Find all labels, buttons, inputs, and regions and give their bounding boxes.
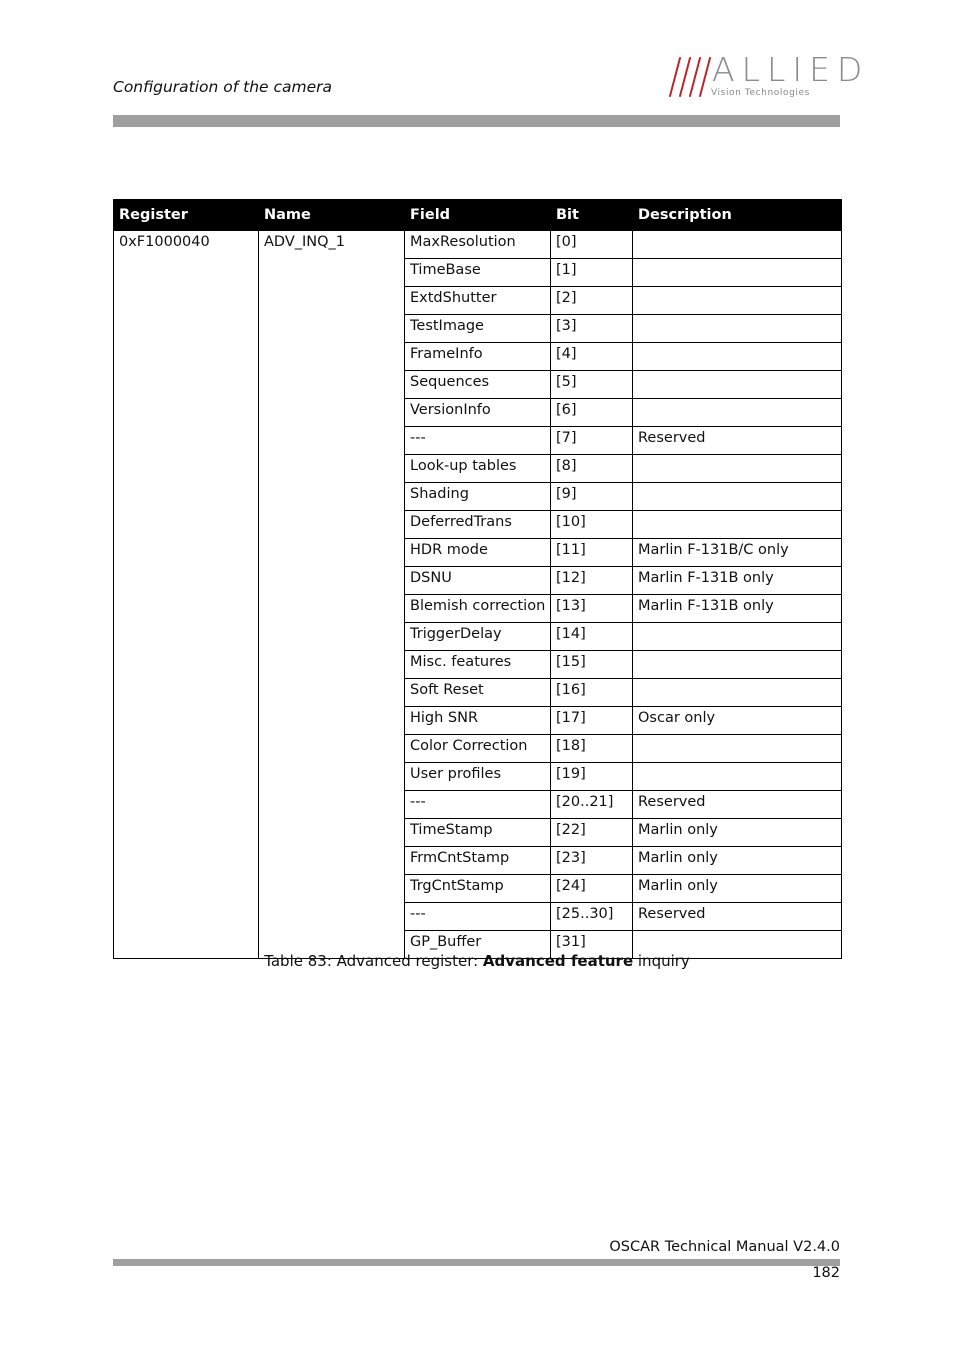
field-cell: Look-up tables — [405, 455, 551, 483]
field-cell: TestImage — [405, 315, 551, 343]
bit-cell: [25..30] — [551, 903, 633, 931]
field-cell: --- — [405, 791, 551, 819]
column-header-field: Field — [405, 200, 551, 231]
field-cell: TrgCntStamp — [405, 875, 551, 903]
field-cell: Misc. features — [405, 651, 551, 679]
field-cell: --- — [405, 903, 551, 931]
table-row — [114, 231, 842, 259]
bit-cell: [24] — [551, 875, 633, 903]
description-cell: Reserved — [633, 903, 842, 931]
bit-cell: [9] — [551, 483, 633, 511]
description-cell: Marlin only — [633, 875, 842, 903]
description-cell — [633, 455, 842, 483]
bit-cell: [7] — [551, 427, 633, 455]
allied-logo — [668, 50, 870, 100]
bit-cell: [8] — [551, 455, 633, 483]
field-cell: --- — [405, 427, 551, 455]
description-cell — [633, 623, 842, 651]
header-rule — [113, 115, 840, 127]
bit-cell: [20..21] — [551, 791, 633, 819]
description-cell — [633, 371, 842, 399]
name-cell: ADV_INQ_1 — [259, 231, 405, 959]
field-cell: Blemish correction — [405, 595, 551, 623]
bit-cell: [16] — [551, 679, 633, 707]
description-cell — [633, 511, 842, 539]
column-header-name: Name — [259, 200, 405, 231]
field-cell: Sequences — [405, 371, 551, 399]
description-cell — [633, 651, 842, 679]
bit-cell: [23] — [551, 847, 633, 875]
field-cell: Shading — [405, 483, 551, 511]
column-header-register: Register — [114, 200, 259, 231]
section-title: Configuration of the camera — [113, 78, 333, 96]
bit-cell: [31] — [551, 931, 633, 959]
field-cell: GP_Buffer — [405, 931, 551, 959]
field-cell: TriggerDelay — [405, 623, 551, 651]
bit-cell: [2] — [551, 287, 633, 315]
description-cell: Marlin F-131B/C only — [633, 539, 842, 567]
bit-cell: [4] — [551, 343, 633, 371]
field-cell: FrameInfo — [405, 343, 551, 371]
field-cell: High SNR — [405, 707, 551, 735]
footer-manual-title: OSCAR Technical Manual V2.4.0 — [609, 1239, 840, 1255]
caption-suffix: inquiry — [633, 952, 690, 970]
bit-cell: [17] — [551, 707, 633, 735]
description-cell: Reserved — [633, 791, 842, 819]
column-header-bit: Bit — [551, 200, 633, 231]
description-cell — [633, 483, 842, 511]
description-cell — [633, 343, 842, 371]
bit-cell: [14] — [551, 623, 633, 651]
field-cell: VersionInfo — [405, 399, 551, 427]
description-cell: Marlin F-131B only — [633, 567, 842, 595]
table-body — [114, 231, 842, 959]
description-cell: Marlin only — [633, 819, 842, 847]
bit-cell: [3] — [551, 315, 633, 343]
description-cell: Marlin only — [633, 847, 842, 875]
bit-cell: [15] — [551, 651, 633, 679]
field-cell: TimeStamp — [405, 819, 551, 847]
field-cell: User profiles — [405, 763, 551, 791]
description-cell — [633, 399, 842, 427]
register-table — [113, 199, 842, 959]
logo-brand: ALLIED — [712, 50, 870, 89]
page-number: 182 — [812, 1265, 840, 1281]
table-caption — [113, 952, 841, 970]
caption-bold: Advanced feature — [482, 952, 634, 970]
bit-cell: [5] — [551, 371, 633, 399]
description-cell — [633, 287, 842, 315]
bit-cell: [10] — [551, 511, 633, 539]
description-cell — [633, 735, 842, 763]
bit-cell: [19] — [551, 763, 633, 791]
description-cell — [633, 763, 842, 791]
field-cell: HDR mode — [405, 539, 551, 567]
field-cell: TimeBase — [405, 259, 551, 287]
field-cell: MaxResolution — [405, 231, 551, 259]
bit-cell: [0] — [551, 231, 633, 259]
description-cell: Reserved — [633, 427, 842, 455]
allied-logo-slashes-icon — [668, 56, 712, 98]
field-cell: DSNU — [405, 567, 551, 595]
bit-cell: [22] — [551, 819, 633, 847]
field-cell: Color Correction — [405, 735, 551, 763]
field-cell: Soft Reset — [405, 679, 551, 707]
logo-subtitle: Vision Technologies — [711, 88, 810, 98]
bit-cell: [18] — [551, 735, 633, 763]
column-header-description: Description — [633, 200, 842, 231]
description-cell — [633, 231, 842, 259]
description-cell: Oscar only — [633, 707, 842, 735]
description-cell — [633, 679, 842, 707]
bit-cell: [6] — [551, 399, 633, 427]
field-cell: DeferredTrans — [405, 511, 551, 539]
field-cell: FrmCntStamp — [405, 847, 551, 875]
footer-rule — [113, 1259, 840, 1266]
field-cell: ExtdShutter — [405, 287, 551, 315]
bit-cell: [11] — [551, 539, 633, 567]
bit-cell: [1] — [551, 259, 633, 287]
description-cell — [633, 315, 842, 343]
register-cell: 0xF1000040 — [114, 231, 259, 959]
description-cell: Marlin F-131B only — [633, 595, 842, 623]
bit-cell: [12] — [551, 567, 633, 595]
table-header-row — [114, 200, 842, 231]
caption-prefix: Table 83: Advanced register: — [264, 952, 483, 970]
description-cell — [633, 259, 842, 287]
bit-cell: [13] — [551, 595, 633, 623]
